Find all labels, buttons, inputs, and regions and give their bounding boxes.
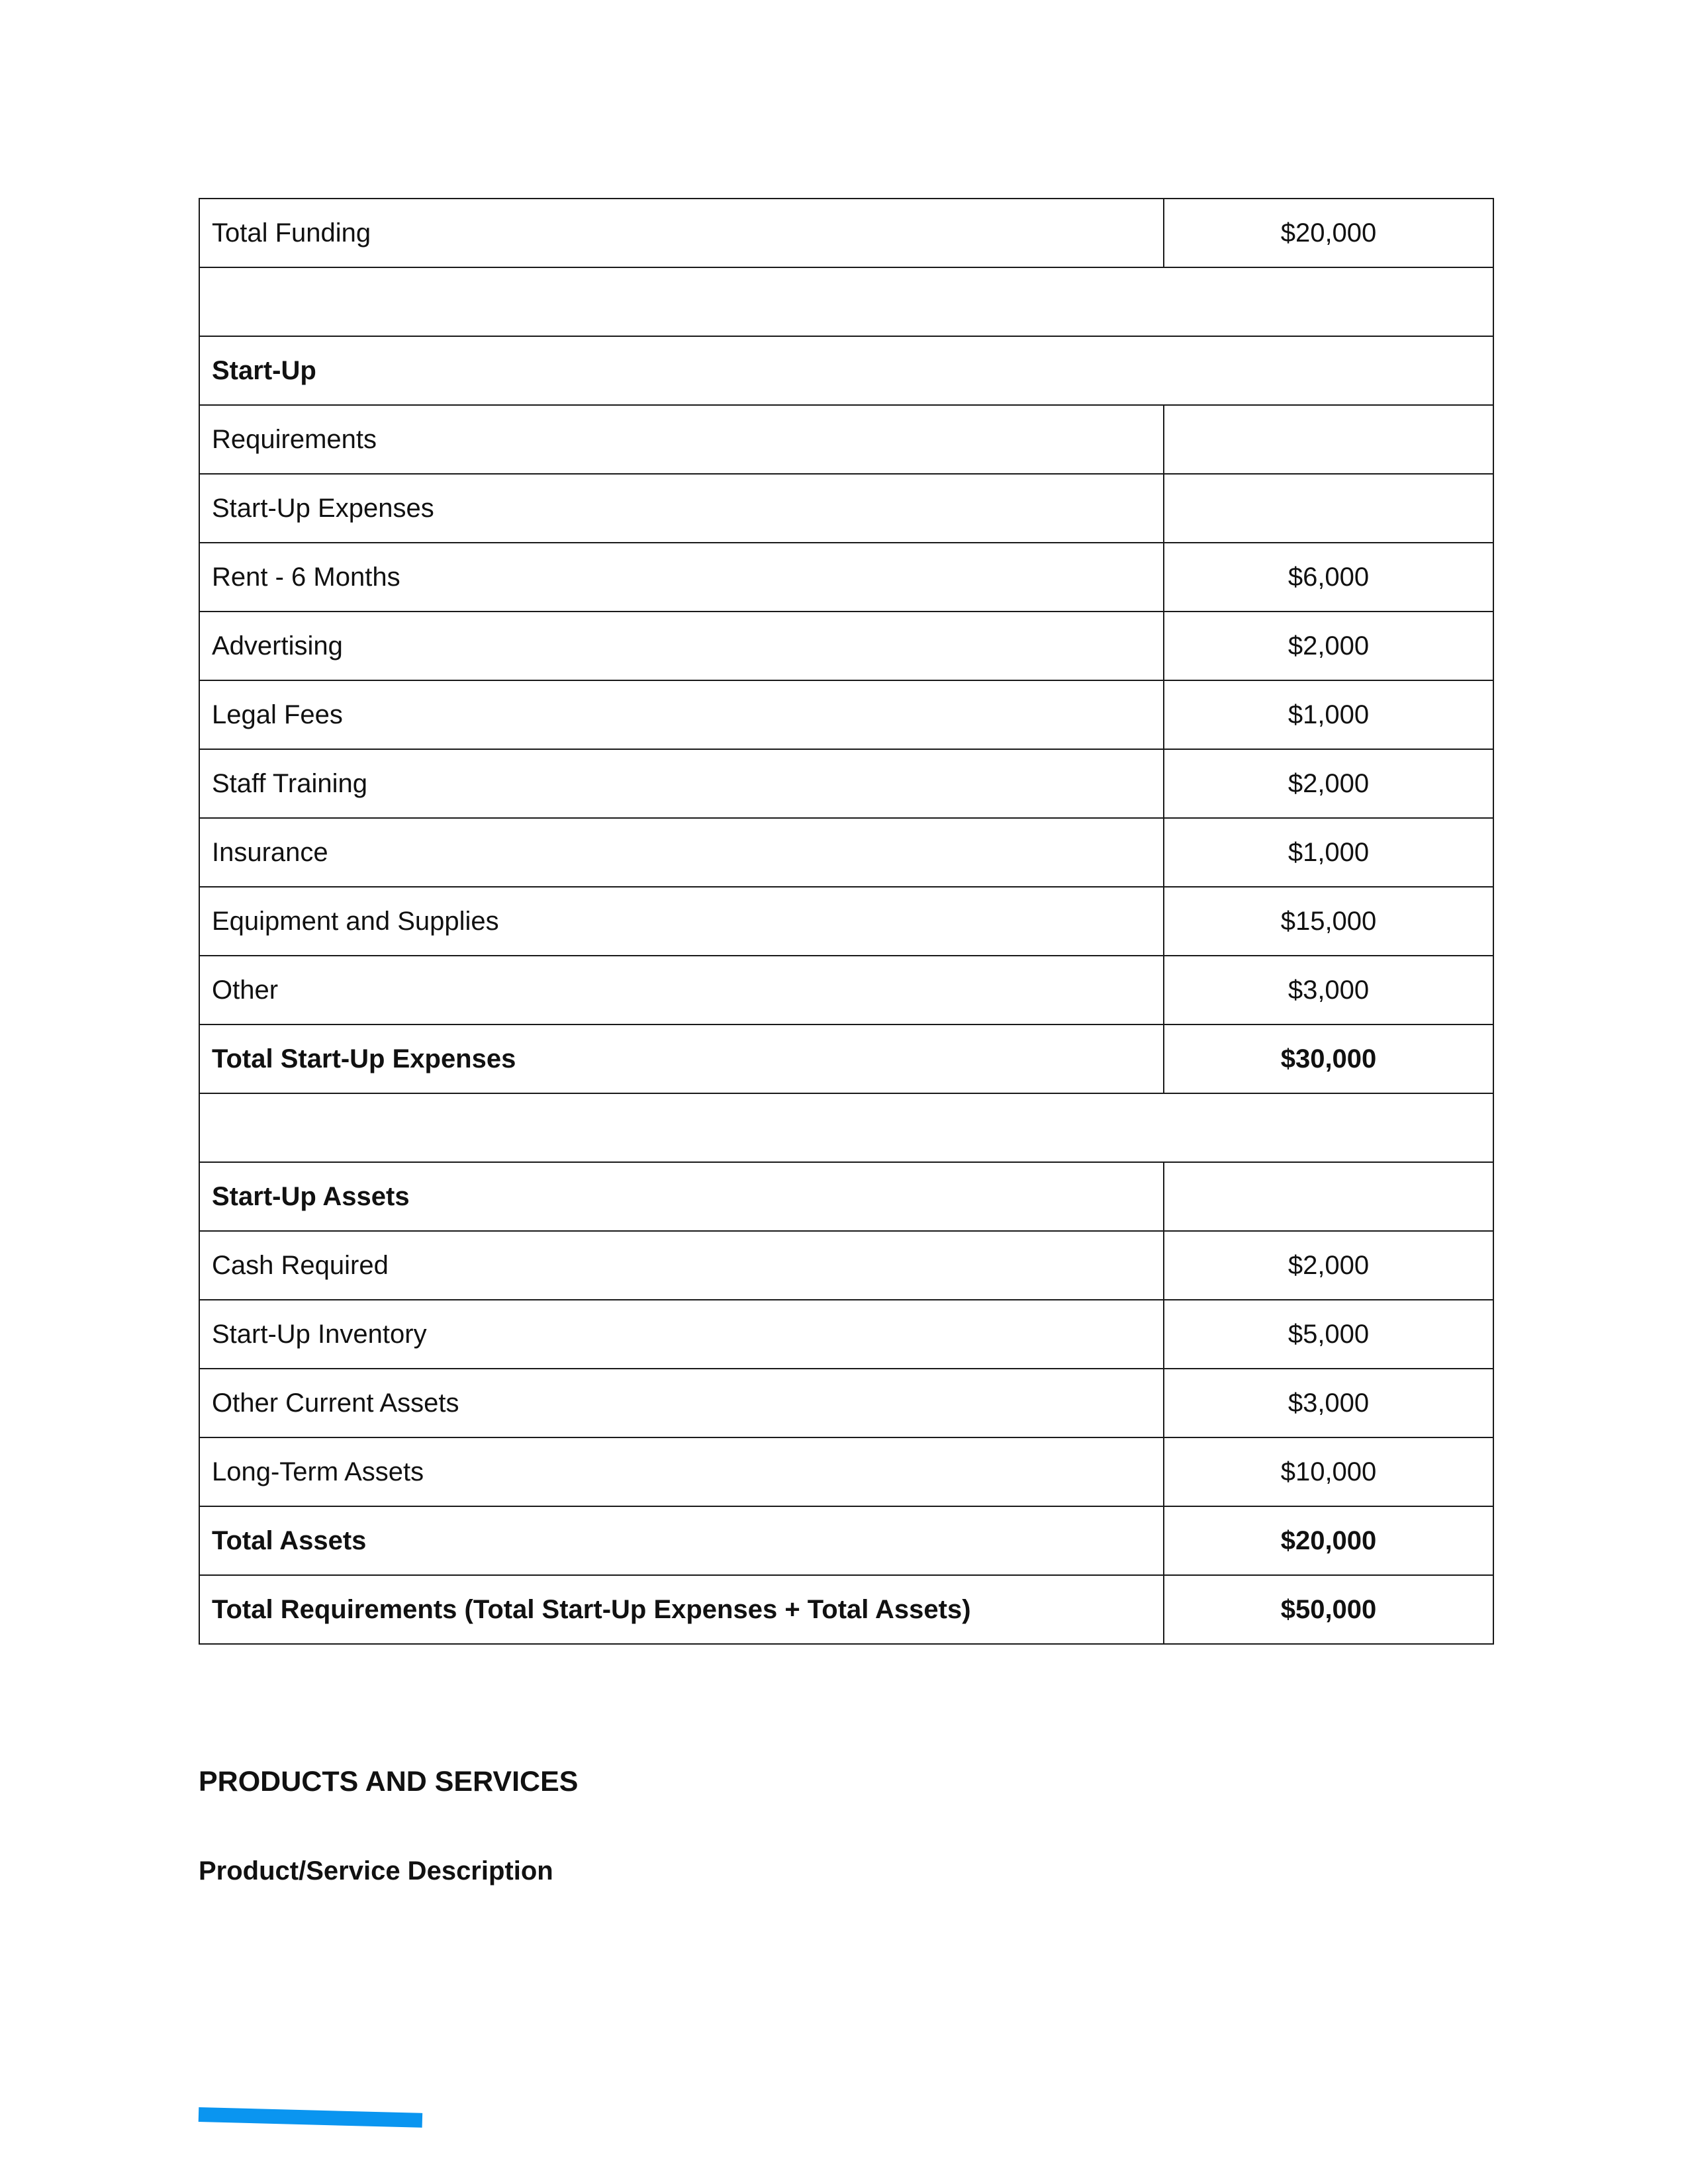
row-value: $20,000 <box>1164 1506 1493 1575</box>
row-label: Equipment and Supplies <box>199 887 1164 956</box>
table-row <box>199 1093 1493 1162</box>
row-label: Cash Required <box>199 1231 1164 1300</box>
row-label: Start-Up Assets <box>199 1162 1164 1231</box>
table-row <box>199 680 1493 749</box>
row-label: Insurance <box>199 818 1164 887</box>
row-value: $3,000 <box>1164 1369 1493 1437</box>
row-value: $5,000 <box>1164 1300 1493 1369</box>
table-row <box>199 474 1493 543</box>
table-row <box>199 1162 1493 1231</box>
product-service-description-heading: Product/Service Description <box>199 1856 553 1886</box>
startup-funding-table-body <box>199 199 1493 1644</box>
row-value <box>1164 1162 1493 1231</box>
table-row <box>199 1506 1493 1575</box>
row-value: $6,000 <box>1164 543 1493 612</box>
table-row <box>199 818 1493 887</box>
row-value: $50,000 <box>1164 1575 1493 1644</box>
row-label <box>199 267 1493 336</box>
row-label: Start-Up <box>199 336 1493 405</box>
row-value <box>1164 474 1493 543</box>
table-row <box>199 1231 1493 1300</box>
table-row <box>199 956 1493 1024</box>
row-label: Other Current Assets <box>199 1369 1164 1437</box>
row-label: Other <box>199 956 1164 1024</box>
row-value: $3,000 <box>1164 956 1493 1024</box>
row-value: $20,000 <box>1164 199 1493 267</box>
table-row <box>199 749 1493 818</box>
row-label: Total Assets <box>199 1506 1164 1575</box>
table-row <box>199 1369 1493 1437</box>
row-label: Rent - 6 Months <box>199 543 1164 612</box>
row-label: Staff Training <box>199 749 1164 818</box>
row-value: $1,000 <box>1164 818 1493 887</box>
table-row <box>199 887 1493 956</box>
table-row <box>199 1575 1493 1644</box>
row-label: Total Funding <box>199 199 1164 267</box>
row-value: $1,000 <box>1164 680 1493 749</box>
row-label <box>199 1093 1493 1162</box>
row-value <box>1164 405 1493 474</box>
row-value: $15,000 <box>1164 887 1493 956</box>
row-label: Long-Term Assets <box>199 1437 1164 1506</box>
row-value: $2,000 <box>1164 612 1493 680</box>
table-row <box>199 199 1493 267</box>
row-value: $10,000 <box>1164 1437 1493 1506</box>
row-label: Total Requirements (Total Start-Up Expenses + Total Assets) <box>199 1575 1164 1644</box>
row-label: Total Start-Up Expenses <box>199 1024 1164 1093</box>
table-row <box>199 543 1493 612</box>
table-row <box>199 336 1493 405</box>
row-value: $2,000 <box>1164 1231 1493 1300</box>
products-and-services-heading: PRODUCTS AND SERVICES <box>199 1766 579 1797</box>
accent-bar <box>199 2107 422 2128</box>
table-row <box>199 405 1493 474</box>
table-row <box>199 612 1493 680</box>
row-label: Start-Up Inventory <box>199 1300 1164 1369</box>
row-label: Legal Fees <box>199 680 1164 749</box>
table-row <box>199 1300 1493 1369</box>
table-row <box>199 1024 1493 1093</box>
table-row <box>199 267 1493 336</box>
row-value: $2,000 <box>1164 749 1493 818</box>
startup-funding-table <box>199 198 1494 1645</box>
row-label: Advertising <box>199 612 1164 680</box>
row-label: Requirements <box>199 405 1164 474</box>
table-row <box>199 1437 1493 1506</box>
row-value: $30,000 <box>1164 1024 1493 1093</box>
row-label: Start-Up Expenses <box>199 474 1164 543</box>
